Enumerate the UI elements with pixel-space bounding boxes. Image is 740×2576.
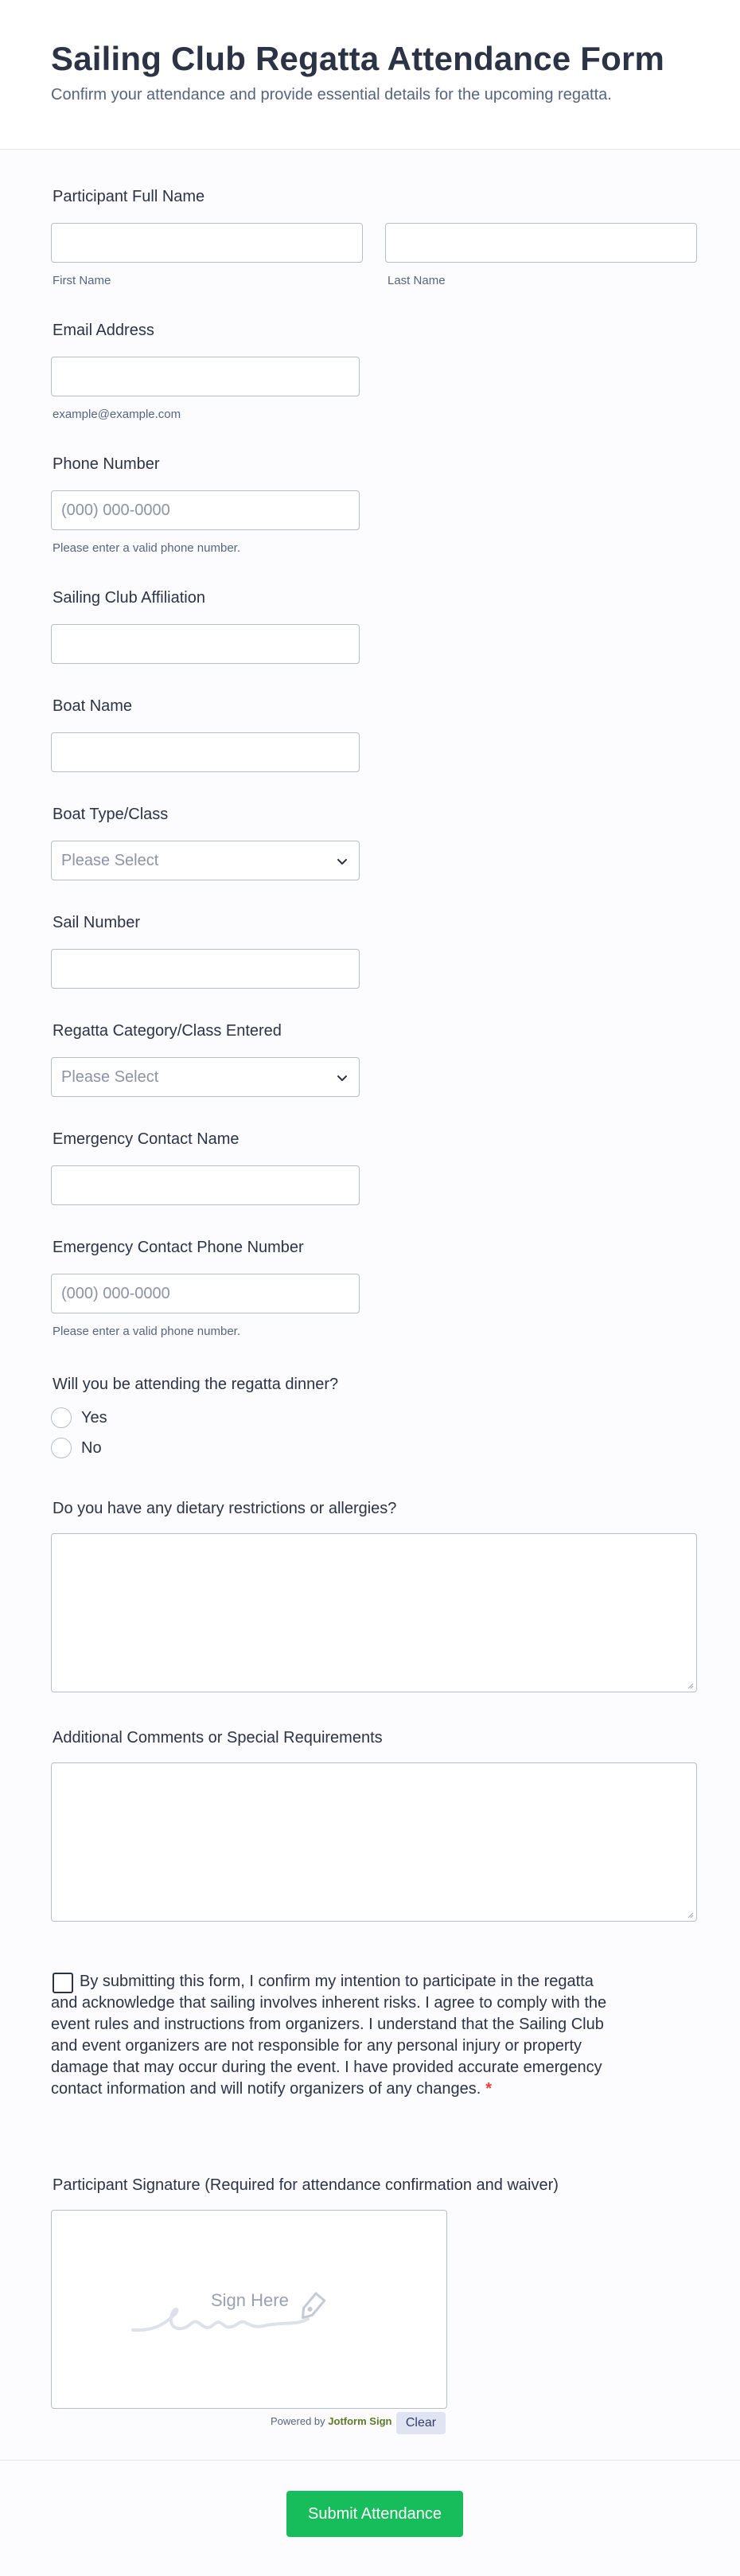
radio-circle[interactable] xyxy=(51,1407,72,1428)
clear-signature-button[interactable]: Clear xyxy=(396,2412,446,2434)
signature-label: Participant Signature (Required for attendance confirmation and waiver) xyxy=(53,2176,559,2194)
submit-button[interactable]: Submit Attendance xyxy=(286,2491,463,2537)
boat-type-label: Boat Type/Class xyxy=(53,806,169,823)
form-header xyxy=(0,0,740,150)
phone-label: Phone Number xyxy=(53,455,160,473)
emergency-phone-label: Emergency Contact Phone Number xyxy=(53,1239,304,1256)
email-input[interactable] xyxy=(51,357,360,396)
sail-number-label: Sail Number xyxy=(53,914,141,931)
phone-sublabel: Please enter a valid phone number. xyxy=(53,541,240,555)
comments-label: Additional Comments or Special Requirements xyxy=(53,1729,383,1747)
emergency-name-input[interactable] xyxy=(51,1165,360,1205)
emergency-phone-input[interactable] xyxy=(51,1274,360,1313)
resize-grip-icon[interactable] xyxy=(686,1681,694,1689)
dietary-label: Do you have any dietary restrictions or allergies? xyxy=(53,1500,397,1517)
first-name-input[interactable] xyxy=(51,223,363,263)
form-title: Sailing Club Regatta Attendance Form xyxy=(51,40,665,77)
phone-input[interactable] xyxy=(51,490,360,530)
last-name-sublabel: Last Name xyxy=(388,274,446,287)
club-input[interactable] xyxy=(51,624,360,664)
full-name-label: Participant Full Name xyxy=(53,188,205,205)
signature-hint: Sign Here xyxy=(211,2290,289,2310)
club-label: Sailing Club Affiliation xyxy=(53,589,205,607)
category-select[interactable] xyxy=(51,1057,360,1097)
required-mark: * xyxy=(485,2080,493,2098)
dietary-textarea[interactable] xyxy=(51,1533,697,1692)
emergency-phone-sublabel: Please enter a valid phone number. xyxy=(53,1325,240,1338)
signature-pad[interactable] xyxy=(51,2210,447,2409)
category-selected: Please Select xyxy=(61,1068,159,1086)
dinner-label: Will you be attending the regatta dinner? xyxy=(53,1376,339,1393)
email-sublabel: example@example.com xyxy=(53,408,181,421)
form-subtitle: Confirm your attendance and provide essential details for the upcoming regatta. xyxy=(51,86,612,103)
emergency-name-label: Emergency Contact Name xyxy=(53,1130,240,1148)
last-name-input[interactable] xyxy=(385,223,697,263)
boat-name-input[interactable] xyxy=(51,732,360,772)
chevron-down-icon xyxy=(335,854,349,868)
boat-type-selected: Please Select xyxy=(61,852,159,869)
category-label: Regatta Category/Class Entered xyxy=(53,1022,282,1040)
boat-name-label: Boat Name xyxy=(53,697,133,715)
email-label: Email Address xyxy=(53,322,154,339)
comments-textarea[interactable] xyxy=(51,1762,697,1922)
powered-by xyxy=(271,2415,391,2427)
chevron-down-icon xyxy=(335,1071,349,1085)
first-name-sublabel: First Name xyxy=(53,274,111,287)
dinner-option-label: No xyxy=(81,1439,102,1457)
boat-type-select[interactable] xyxy=(51,841,360,880)
powered-prefix: Powered by xyxy=(271,2415,325,2427)
sail-number-input[interactable] xyxy=(51,949,360,989)
powered-brand[interactable]: Jotform Sign xyxy=(328,2415,392,2427)
resize-grip-icon[interactable] xyxy=(686,1911,694,1918)
consent-body: By submitting this form, I confirm my intention to participate in the regatta and acknowledge that sailing involves inherent risks. I agree to comply with the event rules and instructions from organizers. I understand that the Sailing Club and event organizers are not responsible for any personal injury or property damage that may occur during the event. I have provided accurate emergency contact information and will notify organizers of any changes. xyxy=(51,1973,607,2098)
radio-circle[interactable] xyxy=(51,1438,72,1458)
dinner-option-label: Yes xyxy=(81,1409,107,1427)
consent-text xyxy=(51,1971,624,2100)
